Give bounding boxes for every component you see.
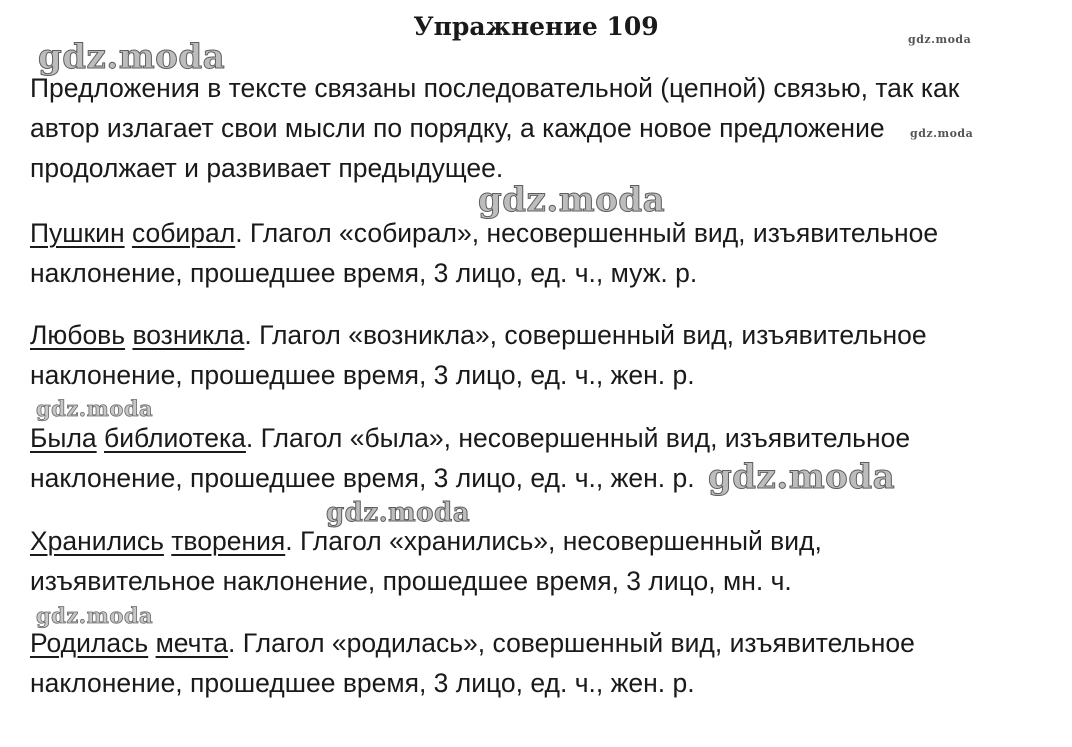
entry-line-2: наклонение, прошедшее время, 3 лицо, ед. ч., жен. р. xyxy=(30,360,695,390)
intro-line: автор излагает свои мысли по порядку, а каждое новое предложение xyxy=(30,113,885,143)
watermark: gdz.moda xyxy=(478,180,666,220)
verb-analysis-entry xyxy=(30,521,1030,601)
entry-line-1 xyxy=(30,418,1030,458)
predicate-word: библиотека xyxy=(104,423,246,453)
watermark: gdz.moda xyxy=(36,603,154,628)
entry-line-2: наклонение, прошедшее время, 3 лицо, ед. ч., жен. р. xyxy=(30,463,695,493)
entry-line-1 xyxy=(30,315,1030,355)
watermark: gdz.moda xyxy=(38,37,226,77)
verb-analysis-entry xyxy=(30,213,1030,293)
entry-analysis-text: . Глагол «была», несовершенный вид, изъявительное xyxy=(245,423,911,453)
entry-analysis-text: . Глагол «хранились», несовершенный вид, xyxy=(285,526,822,556)
entry-analysis-text: . Глагол «возникла», совершенный вид, изъявительное xyxy=(244,320,927,350)
watermark: gdz.moda xyxy=(326,498,471,528)
entry-line-1 xyxy=(30,623,1030,663)
watermark: gdz.moda xyxy=(908,33,972,46)
verb-analysis-entry xyxy=(30,623,1030,703)
predicate-word: собирал xyxy=(131,218,236,248)
entry-analysis-text: . Глагол «родилась», совершенный вид, изъявительное xyxy=(228,628,915,658)
entry-line-2: наклонение, прошедшее время, 3 лицо, ед. ч., муж. р. xyxy=(30,258,698,288)
intro-line: Предложения в тексте связаны последовательной (цепной) связью, так как xyxy=(30,73,960,103)
intro-line: продолжает и развивает предыдущее. xyxy=(30,153,504,183)
entry-line-2: изъявительное наклонение, прошедшее время, 3 лицо, мн. ч. xyxy=(30,566,792,596)
verb-analysis-entry xyxy=(30,315,1030,395)
watermark: gdz.moda xyxy=(910,127,974,140)
entry-analysis-text: . Глагол «собирал», несовершенный вид, изъявительное xyxy=(235,218,939,248)
exercise-title: Упражнение 109 xyxy=(413,12,659,41)
subject-word: Была xyxy=(30,423,97,453)
entry-line-1 xyxy=(30,521,1030,561)
watermark: gdz.moda xyxy=(708,457,896,497)
intro-paragraph xyxy=(30,68,1030,188)
subject-word: Родилась xyxy=(30,628,149,658)
subject-word: Любовь xyxy=(30,320,126,350)
subject-word: Пушкин xyxy=(30,218,125,248)
predicate-word: творения xyxy=(171,526,286,556)
subject-word: Хранились xyxy=(30,526,164,556)
entry-line-2: наклонение, прошедшее время, 3 лицо, ед. ч., жен. р. xyxy=(30,668,695,698)
watermark: gdz.moda xyxy=(36,396,154,421)
predicate-word: возникла xyxy=(132,320,245,350)
predicate-word: мечта xyxy=(155,628,229,658)
